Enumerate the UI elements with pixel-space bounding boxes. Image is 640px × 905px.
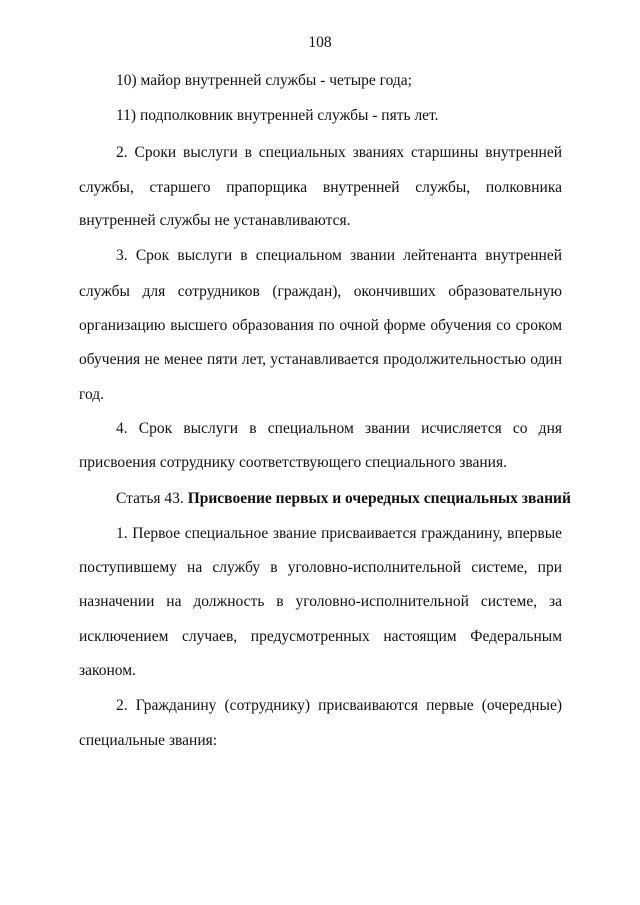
- paragraph-3-line-1: 3. Срок выслуги в специальном звании лейтенанта внутренней: [116, 247, 562, 264]
- paragraph-3-line-3: организацию высшего образования по очной форме обучения со сроком: [79, 317, 562, 334]
- article-paragraph-1-line-3: назначении на должность в уголовно-исполнительной системе, за: [79, 593, 562, 610]
- paragraph-3-line-5: год.: [79, 386, 105, 403]
- page-number: 108: [308, 34, 332, 51]
- article-paragraph-1-line-4: исключением случаев, предусмотренных настоящим Федеральным: [79, 628, 562, 645]
- paragraph-2-line-2: службы, старшего прапорщика внутренней службы, полковника: [79, 179, 562, 196]
- article-paragraph-2-line-1: 2. Гражданину (сотруднику) присваиваются первые (очередные): [116, 697, 562, 714]
- paragraph-2-line-3: внутренней службы не устанавливаются.: [79, 212, 351, 229]
- article-paragraph-1-line-5: законом.: [79, 662, 136, 679]
- paragraph-3-line-4: обучения не менее пяти лет, устанавливается продолжительностью один: [79, 351, 562, 368]
- article-paragraph-2-line-2: специальные звания:: [79, 732, 218, 749]
- list-item-11: 11) подполковник внутренней службы - пять лет.: [116, 107, 439, 124]
- article-paragraph-1-line-1: 1. Первое специальное звание присваивается гражданину, впервые: [116, 525, 562, 542]
- paragraph-3-line-2: службы для сотрудников (граждан), окончивших образовательную: [79, 283, 562, 300]
- article-label: Статья 43.: [116, 490, 184, 507]
- paragraph-4-line-2: присвоения сотруднику соответствующего специального звания.: [79, 454, 507, 471]
- paragraph-2-line-1: 2. Сроки выслуги в специальных званиях старшины внутренней: [116, 144, 562, 161]
- article-paragraph-1-line-2: поступившему на службу в уголовно-исполнительной системе, при: [79, 559, 562, 576]
- paragraph-4-line-1: 4. Срок выслуги в специальном звании исчисляется со дня: [116, 420, 562, 437]
- list-item-10: 10) майор внутренней службы - четыре года;: [116, 72, 412, 89]
- article-title: Присвоение первых и очередных специальных званий: [187, 490, 571, 507]
- article-heading: [116, 489, 571, 509]
